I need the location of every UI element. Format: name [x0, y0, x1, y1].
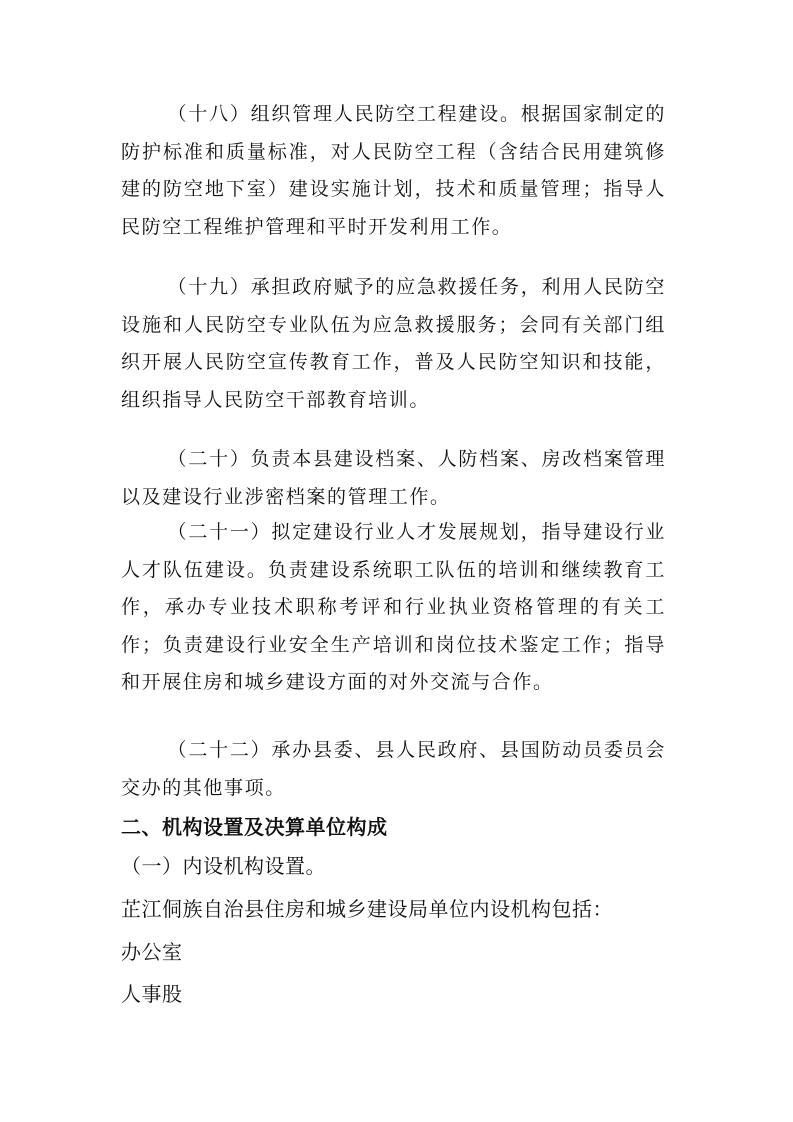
- intro-line: 芷江侗族自治县住房和城乡建设局单位内设机构包括：: [121, 897, 613, 921]
- section-heading: 二、机构设置及决算单位构成: [121, 815, 388, 839]
- paragraph-21: （二十一）拟定建设行业人才发展规划，指导建设行业人才队伍建设。负责建设系统职工队伍的培训和继续教育工作，承办专业技术职称考评和行业执业资格管理的有关工作；负责建设行业安全生产培训和岗位技术鉴定工作；指导和开展住房和城乡建设方面的对外交流与合作。: [121, 521, 666, 693]
- paragraph-22: （二十二）承办县委、县人民政府、县国防动员委员会交办的其他事项。: [121, 739, 666, 799]
- paragraph-20: （二十）负责本县建设档案、人防档案、房改档案管理以及建设行业涉密档案的管理工作。: [121, 448, 666, 508]
- paragraph-19: （十九）承担政府赋予的应急救援任务，利用人民防空设施和人民防空专业队伍为应急救援服务；会同有关部门组织开展人民防空宣传教育工作，普及人民防空知识和技能，组织指导人民防空干部教育培训。: [121, 276, 666, 411]
- unit-item: 办公室: [121, 940, 183, 964]
- paragraph-18: （十八）组织管理人民防空工程建设。根据国家制定的防护标准和质量标准，对人民防空工程（含结合民用建筑修建的防空地下室）建设实施计划，技术和质量管理；指导人民防空工程维护管理和平时开发利用工作。: [121, 103, 666, 238]
- subsection-title: （一）内设机构设置。: [121, 854, 326, 878]
- unit-item: 人事股: [121, 982, 183, 1006]
